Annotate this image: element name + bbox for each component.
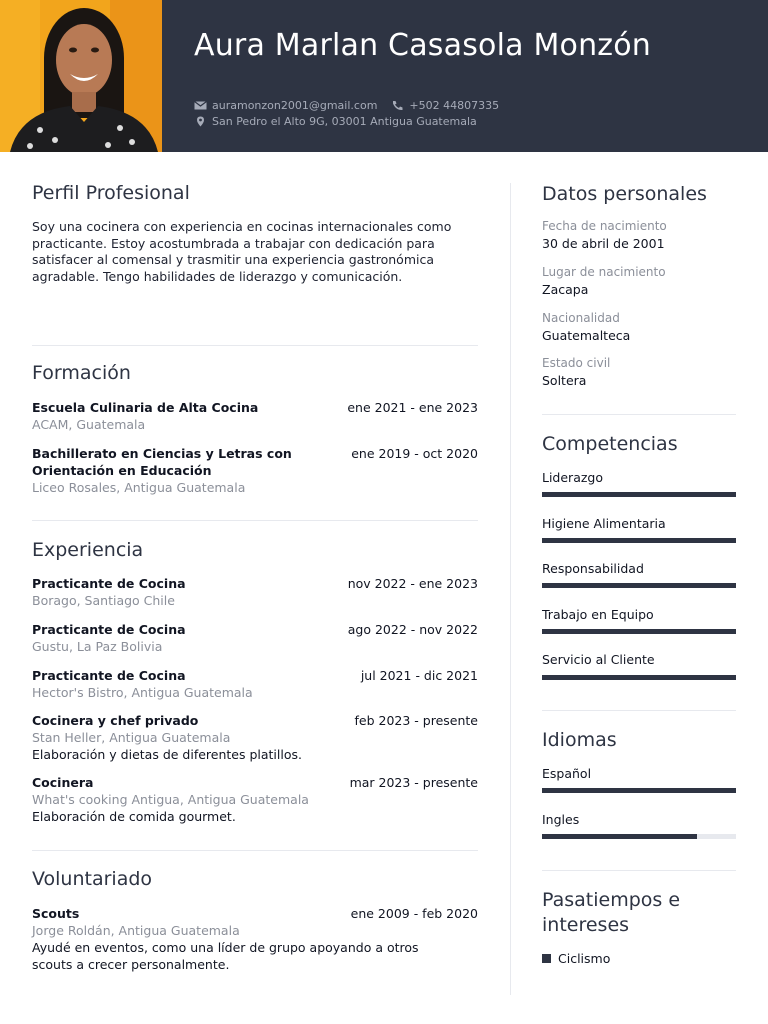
skill-label: Trabajo en Equipo — [542, 607, 654, 622]
skill-level-bar — [542, 629, 736, 634]
experience-item-employer: Hector's Bistro, Antigua Guatemala — [32, 685, 253, 700]
skill-level-bar — [542, 583, 736, 588]
profile-section-title: Perfil Profesional — [32, 182, 190, 204]
experience-item-date: jul 2021 - dic 2021 — [360, 668, 478, 683]
candidate-name: Aura Marlan Casasola Monzón — [194, 28, 652, 63]
skill-label: Servicio al Cliente — [542, 652, 655, 667]
header-banner — [0, 0, 768, 152]
volunteering-item-date: ene 2009 - feb 2020 — [350, 906, 478, 921]
experience-item — [32, 621, 478, 655]
volunteering-item-description: Ayudé en eventos, como una líder de grupo apoyando a otros scouts a crecer personalmente. — [32, 940, 419, 972]
education-item-title: Bachillerato en Ciencias y Letras con Orientación en Educación — [32, 446, 292, 478]
skill-label: Liderazgo — [542, 470, 604, 485]
personal-field-label: Nacionalidad — [542, 311, 620, 325]
skill-level-bar — [542, 492, 736, 497]
personal-field-label: Lugar de nacimiento — [542, 265, 666, 279]
skill-level-bar — [542, 675, 736, 680]
experience-item-date: ago 2022 - nov 2022 — [347, 622, 478, 637]
experience-item-employer: Gustu, La Paz Bolivia — [32, 639, 163, 654]
hobbies-section-title: Pasatiempos e intereses — [542, 889, 681, 936]
experience-item-title: Cocinera y chef privado — [32, 713, 199, 728]
skill-label: Responsabilidad — [542, 561, 644, 576]
hobby-item — [542, 951, 610, 966]
square-bullet-icon — [542, 954, 551, 963]
experience-item-employer: Borago, Santiago Chile — [32, 593, 175, 608]
personal-field-value: Guatemalteca — [542, 328, 631, 343]
email-text[interactable]: auramonzon2001@gmail.com — [212, 99, 378, 112]
personal-field-value: Zacapa — [542, 282, 589, 297]
section-divider — [542, 414, 736, 415]
language-label: Español — [542, 766, 592, 781]
volunteering-section-title: Voluntariado — [32, 868, 153, 890]
volunteering-item — [32, 905, 478, 973]
email-icon — [194, 100, 207, 111]
section-divider — [32, 520, 478, 521]
experience-item-employer: Stan Heller, Antigua Guatemala — [32, 730, 231, 745]
personal-field-value: Soltera — [542, 373, 587, 388]
experience-section-title: Experiencia — [32, 539, 144, 561]
language-level-bar — [542, 834, 736, 839]
address-text: San Pedro el Alto 9G, 03001 Antigua Guatemala — [212, 115, 477, 128]
personal-field-value: 30 de abril de 2001 — [542, 236, 665, 251]
experience-item-date: feb 2023 - presente — [354, 713, 478, 728]
personal-section-title: Datos personales — [542, 183, 707, 205]
experience-item — [32, 712, 478, 763]
experience-item-date: mar 2023 - presente — [349, 775, 478, 790]
experience-item — [32, 774, 478, 825]
education-section-title: Formación — [32, 362, 131, 384]
contact-line-2 — [194, 115, 477, 128]
education-item — [32, 399, 478, 433]
experience-item — [32, 667, 478, 701]
contact-line-1 — [194, 99, 499, 112]
languages-section-title: Idiomas — [542, 729, 617, 751]
profile-summary: Soy una cocinera con experiencia en cocinas internacionales como practicante. Estoy acostumbrada a trabajar con dedicación para satisfacer al comensal y trasmitir una experiencia gastronómica agradable. Tengo habilidades de liderazgo y comunicación. — [32, 219, 452, 285]
personal-field-label: Estado civil — [542, 356, 611, 370]
experience-item — [32, 575, 478, 609]
section-divider — [542, 870, 736, 871]
volunteering-item-organization: Jorge Roldán, Antigua Guatemala — [32, 923, 240, 938]
experience-item-description: Elaboración y dietas de diferentes platillos. — [32, 747, 302, 762]
skill-label: Higiene Alimentaria — [542, 516, 666, 531]
section-divider — [32, 345, 478, 346]
experience-item-title: Practicante de Cocina — [32, 576, 186, 591]
section-divider — [32, 850, 478, 851]
personal-field-label: Fecha de nacimiento — [542, 219, 667, 233]
experience-item-title: Practicante de Cocina — [32, 668, 186, 683]
experience-item-title: Cocinera — [32, 775, 94, 790]
location-pin-icon — [194, 116, 207, 127]
skills-section-title: Competencias — [542, 433, 678, 455]
experience-item-date: nov 2022 - ene 2023 — [347, 576, 478, 591]
education-item-date: ene 2019 - oct 2020 — [351, 446, 478, 461]
education-item-institution: ACAM, Guatemala — [32, 417, 146, 432]
education-item-title: Escuela Culinaria de Alta Cocina — [32, 400, 259, 415]
volunteering-item-title: Scouts — [32, 906, 80, 921]
phone-icon — [391, 100, 404, 111]
profile-photo-illustration — [0, 0, 162, 152]
skill-level-bar — [542, 538, 736, 543]
language-label: Ingles — [542, 812, 580, 827]
hobby-label: Ciclismo — [558, 951, 611, 966]
phone-text[interactable]: +502 44807335 — [409, 99, 500, 112]
section-divider — [542, 710, 736, 711]
education-item — [32, 445, 478, 496]
education-item-institution: Liceo Rosales, Antigua Guatemala — [32, 480, 246, 495]
experience-item-employer: What's cooking Antigua, Antigua Guatemala — [32, 792, 309, 807]
language-level-bar — [542, 788, 736, 793]
profile-photo — [0, 0, 162, 152]
column-divider — [510, 183, 511, 995]
education-item-date: ene 2021 - ene 2023 — [347, 400, 478, 415]
experience-item-title: Practicante de Cocina — [32, 622, 186, 637]
experience-item-description: Elaboración de comida gourmet. — [32, 809, 236, 824]
